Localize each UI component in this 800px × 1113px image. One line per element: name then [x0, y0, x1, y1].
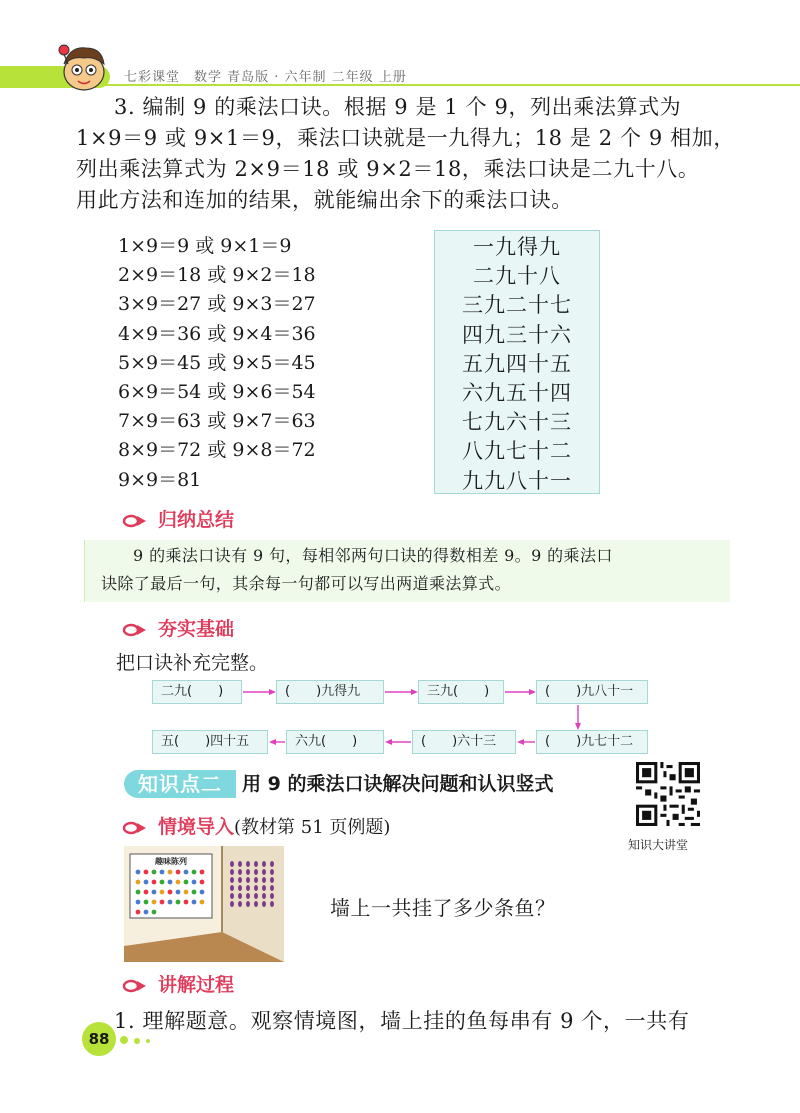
intro-line: 1×9＝9 或 9×1＝9，乘法口诀就是一九得九；18 是 2 个 9 相加， [76, 126, 735, 150]
poster-title: 趣味陈列 [155, 857, 187, 866]
chain-box[interactable]: 二九( ) [152, 680, 242, 704]
chain-box[interactable]: ( )九八十一 [536, 680, 648, 704]
section-marker-icon [122, 978, 148, 994]
explain-paragraph [76, 1006, 736, 1037]
equation-item: 4×9＝36 或 9×4＝36 [118, 322, 316, 345]
equation-item: 2×9＝18 或 9×2＝18 [118, 264, 316, 287]
rhyme-item: 四九三十六 [462, 322, 572, 347]
section-marker-icon [122, 622, 148, 638]
practice-instruction: 把口诀补充完整。 [116, 652, 269, 674]
section-title-explain [122, 970, 234, 997]
decorative-dot [120, 1036, 128, 1044]
section-title-summary [122, 505, 234, 532]
intro-paragraph [76, 92, 736, 216]
chain-box[interactable]: 三九( ) [418, 680, 504, 704]
chain-box[interactable]: 五( )四十五 [152, 730, 268, 754]
equation-item: 5×9＝45 或 9×5＝45 [118, 351, 316, 374]
summary-line: 诀除了最后一句，其余每一句都可以写出两道乘法算式。 [101, 574, 512, 593]
chain-box[interactable]: ( )九七十二 [536, 730, 648, 754]
knowledge-point-text: 用 9 的乘法口诀解决问题和认识竖式 [242, 773, 554, 795]
decorative-dot [134, 1038, 140, 1044]
rhyme-item: 五九四十五 [462, 351, 572, 376]
section-title-text: 情境导入 [158, 816, 235, 838]
equation-item: 3×9＝27 或 9×3＝27 [118, 293, 316, 316]
section-marker-icon [122, 820, 148, 836]
summary-line: 9 的乘法口诀有 9 句，每相邻两句口诀的得数相差 9。9 的乘法口 [133, 546, 613, 565]
chain-box[interactable]: ( )九得九 [276, 680, 384, 704]
intro-line: 用此方法和连加的结果，就能编出余下的乘法口诀。 [76, 188, 573, 212]
mascot-icon [50, 42, 114, 94]
explain-line: 1. 理解题意。观察情境图，墙上挂的鱼每串有 9 个，一共有 [114, 1009, 690, 1033]
equation-item: 7×9＝63 或 9×7＝63 [118, 410, 316, 433]
page-number: 88 [88, 1030, 110, 1048]
fish-wall-illustration [124, 846, 284, 962]
rhyme-item: 七九六十三 [462, 410, 572, 435]
chain-box[interactable]: ( )六十三 [412, 730, 516, 754]
summary-box [84, 540, 730, 602]
equation-item: 6×9＝54 或 9×6＝54 [118, 381, 316, 404]
scenario-question: 墙上一共挂了多少条鱼？ [330, 896, 556, 920]
section-title-text: 讲解过程 [158, 974, 235, 996]
rhyme-box [434, 230, 600, 494]
section-title-practice [122, 614, 234, 641]
equation-list [118, 232, 418, 495]
section-subtitle: (教材第 51 页例题) [234, 817, 391, 838]
decorative-dot [146, 1039, 150, 1043]
intro-line: 3. 编制 9 的乘法口诀。根据 9 是 1 个 9，列出乘法算式为 [114, 95, 682, 119]
rhyme-item: 八九七十二 [462, 439, 572, 464]
rhyme-item: 一九得九 [473, 235, 561, 259]
section-title-text: 夯实基础 [158, 618, 235, 640]
intro-line: 列出乘法算式为 2×9＝18 或 9×2＝18，乘法口诀是二九十八。 [76, 157, 700, 181]
qr-code-icon[interactable] [636, 762, 700, 826]
equation-item: 9×9＝81 [118, 468, 202, 491]
rhyme-item: 九九八十一 [462, 468, 572, 493]
qr-label: 知识大讲堂 [628, 838, 689, 852]
rhyme-item: 三九二十七 [462, 293, 572, 318]
rhyme-item: 二九十八 [473, 264, 561, 289]
section-title-scenario [122, 812, 390, 839]
rhyme-item: 六九五十四 [462, 381, 572, 406]
section-marker-icon [122, 513, 148, 529]
equation-item: 8×9＝72 或 9×8＝72 [118, 439, 316, 462]
equation-item: 1×9＝9 或 9×1＝9 [118, 235, 292, 257]
knowledge-point-badge: 知识点二 [124, 770, 236, 798]
book-info: 七彩课堂 数学 青岛版 · 六年制 二年级 上册 [124, 70, 407, 85]
chain-box[interactable]: 六九( ) [286, 730, 384, 754]
section-title-text: 归纳总结 [158, 509, 235, 531]
